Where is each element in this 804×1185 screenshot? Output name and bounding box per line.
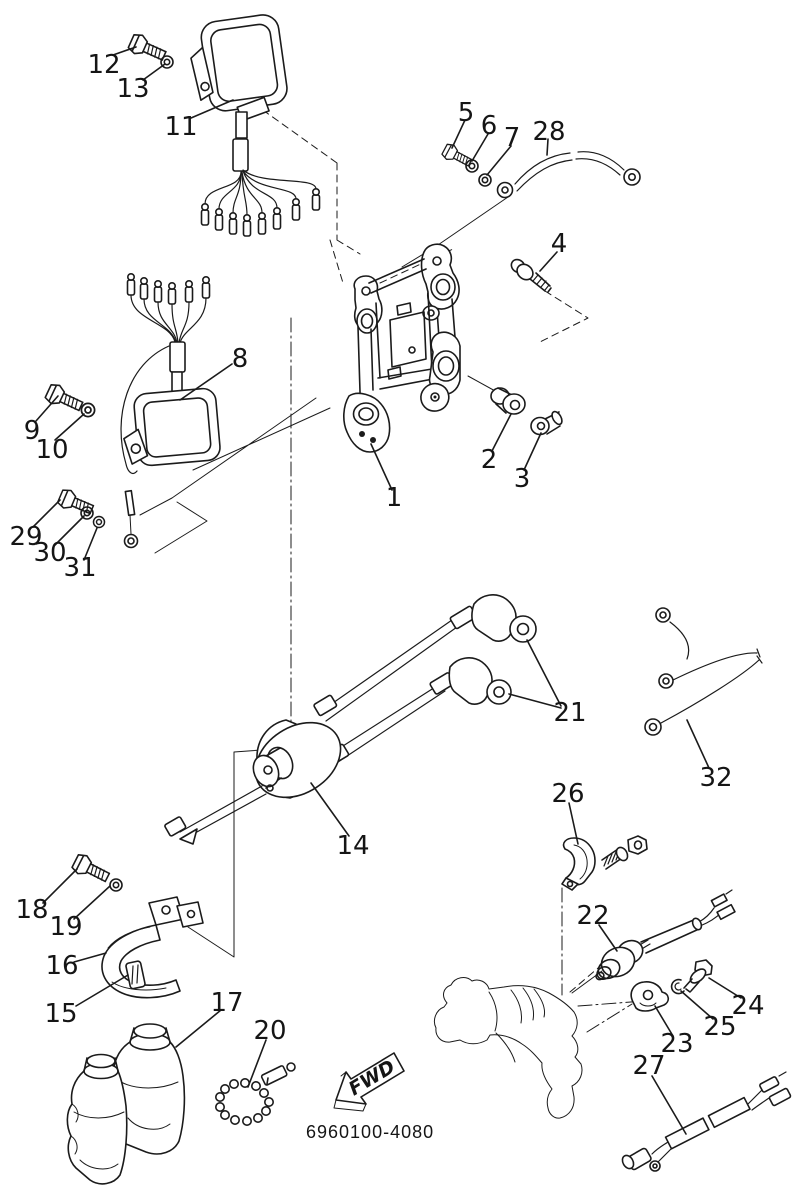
- part-24-bolt: [684, 960, 712, 992]
- callout-21: 21: [553, 698, 587, 728]
- part-1-mounting-bracket: [344, 244, 460, 452]
- callout-31: 31: [63, 553, 97, 583]
- callout-15: 15: [44, 999, 78, 1029]
- callout-29: 29: [9, 522, 43, 552]
- part-22-switch-assembly: [595, 890, 735, 982]
- callout-24: 24: [731, 991, 765, 1021]
- engine-outline: [434, 978, 582, 1119]
- callout-labels: [9, 50, 764, 1081]
- part-32-lead-wires: [645, 608, 762, 735]
- callout-8: 8: [231, 344, 249, 374]
- callout-10: 10: [35, 435, 69, 465]
- part-16-clamp: [102, 897, 203, 998]
- fwd-direction-arrow: [334, 1053, 404, 1111]
- part-7-washer: [479, 174, 491, 186]
- callout-7: 7: [503, 123, 521, 153]
- callout-18: 18: [15, 895, 49, 925]
- assembly-guide-lines: [140, 103, 644, 1032]
- callout-3: 3: [513, 464, 531, 494]
- callout-23: 23: [660, 1029, 694, 1059]
- fwd-label: FWD: [345, 1055, 399, 1101]
- callout-26: 26: [551, 779, 585, 809]
- part-23-cam-bracket: [631, 982, 668, 1011]
- callout-1: 1: [385, 483, 403, 513]
- callout-13: 13: [116, 74, 150, 104]
- part-3-bolt: [531, 410, 564, 435]
- part-27-lead-wire: [620, 1072, 791, 1171]
- callout-28: 28: [532, 117, 566, 147]
- part-11-box-with-harness: [186, 13, 319, 236]
- part-9-bolt: [44, 382, 85, 415]
- callout-4: 4: [550, 229, 568, 259]
- part-8-box-with-harness: [120, 274, 221, 548]
- callout-19: 19: [49, 912, 83, 942]
- callout-16: 16: [45, 951, 79, 981]
- part-20-bead-chain: [216, 1063, 295, 1125]
- part-17-covers: [67, 1024, 184, 1184]
- callout-11: 11: [164, 112, 198, 142]
- part-2-grommet: [491, 388, 525, 414]
- callout-14: 14: [336, 831, 370, 861]
- part-4-bolt: [509, 257, 551, 292]
- callout-27: 27: [632, 1051, 666, 1081]
- callout-5: 5: [457, 98, 475, 128]
- callout-2: 2: [480, 445, 498, 475]
- part-31-washer: [93, 516, 104, 527]
- callout-30: 30: [33, 538, 67, 568]
- callout-9: 9: [23, 416, 41, 446]
- callout-25: 25: [703, 1012, 737, 1042]
- callout-20: 20: [253, 1016, 287, 1046]
- part-26-holder: [562, 836, 647, 890]
- callout-6: 6: [480, 111, 498, 141]
- part-26-holder-bolt: [602, 836, 647, 869]
- callout-22: 22: [576, 901, 610, 931]
- diagram-part-number: 6960100-4080: [306, 1122, 435, 1142]
- callout-12: 12: [87, 50, 121, 80]
- callout-17: 17: [210, 988, 244, 1018]
- part-19-washer: [110, 879, 122, 891]
- callout-32: 32: [699, 763, 733, 793]
- part-31-lead-pin: [125, 491, 138, 548]
- part-14-unit-with-rods: [164, 595, 536, 844]
- part-28-lead-wire: [498, 152, 641, 198]
